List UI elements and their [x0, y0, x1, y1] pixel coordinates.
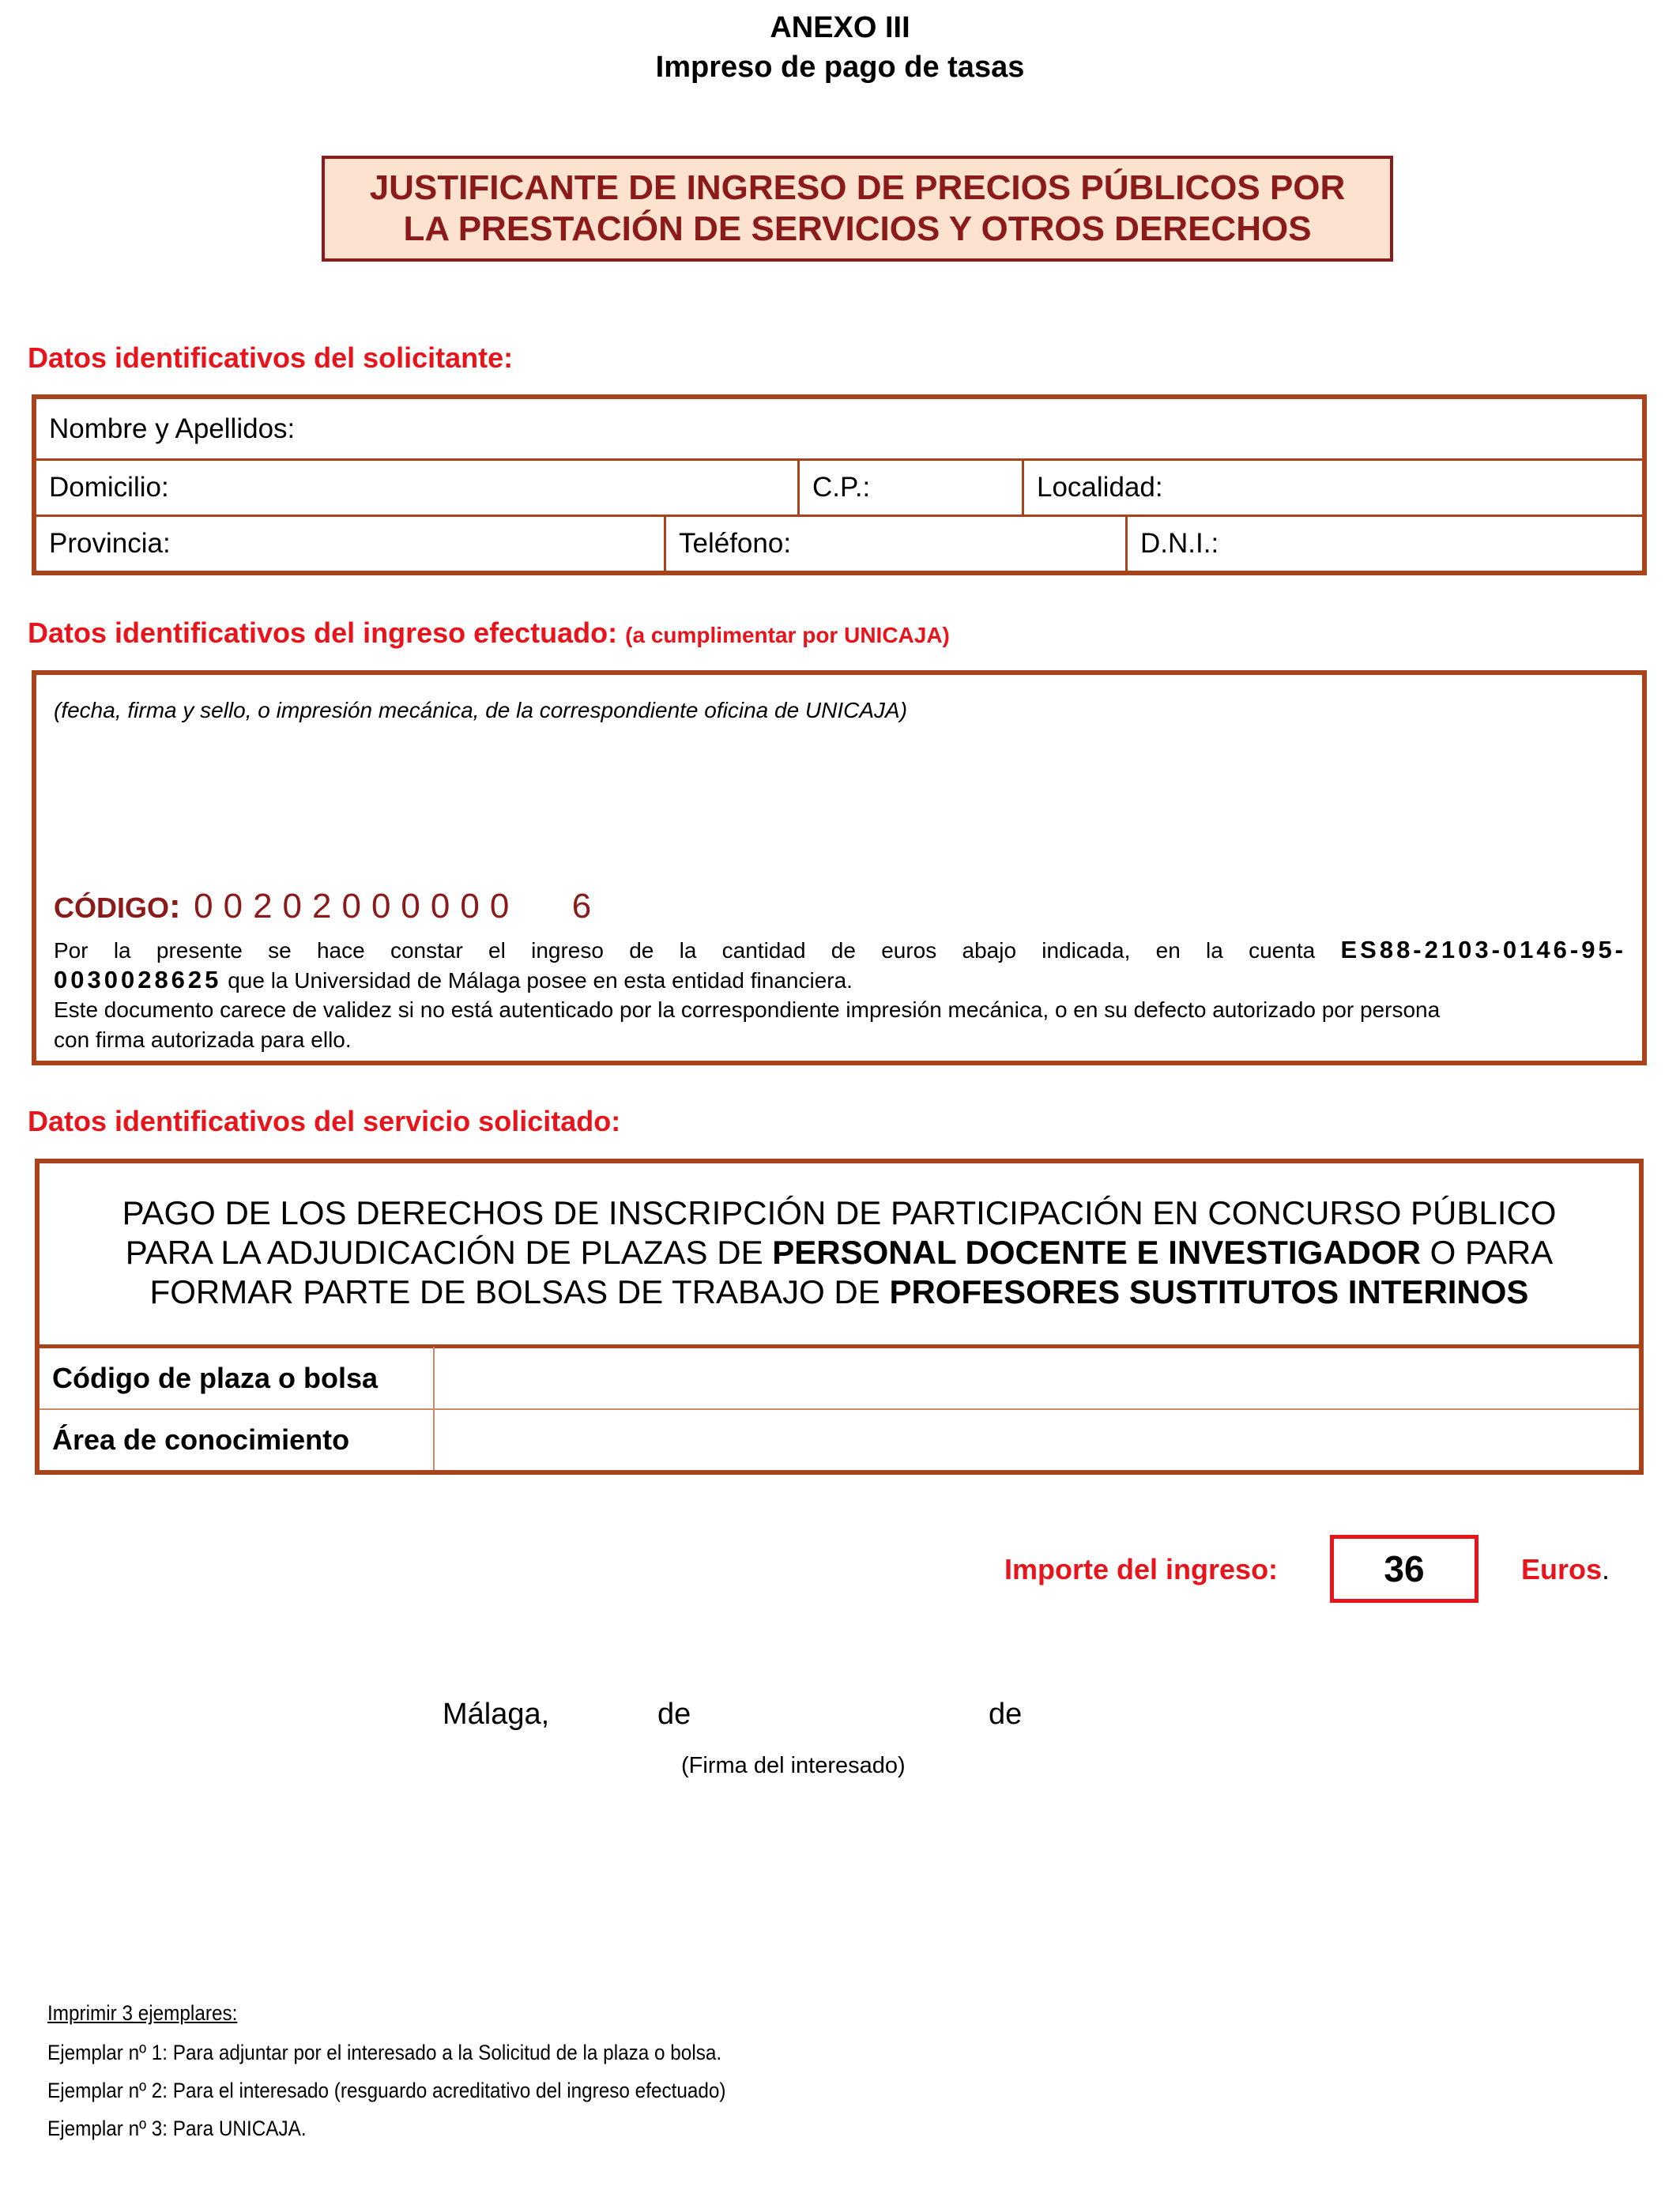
applicant-heading: Datos identificativos del solicitante:	[28, 341, 514, 374]
service-line-2-text: PARA LA ADJUDICACIÓN DE PLAZAS DE	[125, 1234, 763, 1271]
copy-2: Ejemplar nº 2: Para el interesado (resguardo acreditativo del ingreso efectuado)	[47, 2079, 726, 2102]
service-line-1: PAGO DE LOS DERECHOS DE INSCRIPCIÓN DE PARTICIPACIÓN EN CONCURSO PÚBLICO	[122, 1194, 1557, 1231]
signature-note: (Firma del interesado)	[681, 1753, 906, 1778]
amount-label: Importe del ingreso:	[1004, 1553, 1279, 1585]
title-box	[322, 156, 1393, 262]
service-box	[35, 1159, 1644, 1475]
locality-field[interactable]	[1024, 461, 1640, 515]
code-line	[54, 887, 591, 926]
payment-text-line-1	[54, 935, 1626, 966]
service-line-3	[40, 1272, 1639, 1312]
code-check-digit: 6	[571, 887, 592, 925]
province-label: Provincia:	[49, 528, 171, 559]
phone-label: Teléfono:	[679, 528, 792, 559]
copy-1: Ejemplar nº 1: Para adjuntar por el interesado a la Solicitud de la plaza o bolsa.	[47, 2041, 722, 2064]
validity-line-2: con firma autorizada para ello.	[54, 1027, 352, 1052]
code-label: CÓDIGO	[54, 892, 170, 924]
applicant-table	[32, 394, 1647, 575]
validity-line-1: Este documento carece de validez si no está autenticado por la correspondiente impresión mecánica, o en su defecto autorizado por persona	[54, 997, 1441, 1022]
currency-label: Euros	[1521, 1553, 1603, 1585]
province-field[interactable]	[36, 517, 664, 571]
code-plaza-field[interactable]	[435, 1348, 1637, 1408]
payment-heading-note: (a cumplimentar por UNICAJA)	[625, 623, 950, 647]
title-line-1: JUSTIFICANTE DE INGRESO DE PRECIOS PÚBLICOS POR	[369, 168, 1346, 207]
code-plaza-label: Código de plaza o bolsa	[52, 1362, 379, 1394]
payment-text-1: Por la presente se hace constar el ingreso de la cantidad de euros abajo indicada, en la cuenta	[54, 938, 1316, 963]
payment-heading-text: Datos identificativos del ingreso efectuado:	[28, 616, 618, 649]
title-line-2: LA PRESTACIÓN DE SERVICIOS Y OTROS DERECHOS	[403, 209, 1312, 248]
payment-text-line-2	[54, 965, 853, 996]
signature-de-1: de	[657, 1698, 691, 1731]
service-line-2-end: O PARA	[1430, 1234, 1554, 1271]
print-instructions-title: Imprimir 3 ejemplares:	[47, 2001, 238, 2025]
area-field[interactable]	[435, 1410, 1637, 1470]
amount-value-box	[1330, 1535, 1478, 1603]
signature-place: Málaga,	[443, 1698, 550, 1731]
service-heading: Datos identificativos del servicio solicitado:	[28, 1105, 621, 1137]
code-value: 00202000000	[194, 887, 520, 925]
code-colon: :	[169, 887, 181, 925]
document-subtitle: Impreso de pago de tasas	[655, 51, 1025, 84]
payment-box	[32, 670, 1647, 1065]
account-number-part-1: ES88-2103-0146-95-	[1340, 936, 1627, 963]
address-label: Domicilio:	[49, 472, 169, 503]
dni-label: D.N.I.:	[1140, 528, 1219, 559]
account-number-part-2: 0030028625	[54, 966, 222, 993]
annex-title: ANEXO III	[770, 11, 910, 44]
postal-code-field[interactable]	[800, 461, 1022, 515]
service-line-3-bold: PROFESORES SUSTITUTOS INTERINOS	[889, 1273, 1529, 1310]
currency-period: .	[1602, 1553, 1610, 1585]
phone-field[interactable]	[666, 517, 1125, 571]
payment-text-2: que la Universidad de Málaga posee en esta entidad financiera.	[228, 968, 853, 993]
stamp-note: (fecha, firma y sello, o impresión mecánica, de la correspondiente oficina de UNICAJA)	[54, 698, 908, 722]
locality-label: Localidad:	[1037, 472, 1163, 503]
copy-3: Ejemplar nº 3: Para UNICAJA.	[47, 2117, 307, 2140]
name-field[interactable]	[36, 399, 1642, 458]
postal-code-label: C.P.:	[812, 472, 871, 503]
service-description	[40, 1193, 1639, 1312]
amount-value: 36	[1384, 1548, 1425, 1589]
service-line-2-bold: PERSONAL DOCENTE E INVESTIGADOR	[772, 1234, 1421, 1271]
signature-de-2: de	[989, 1698, 1023, 1731]
name-label: Nombre y Apellidos:	[49, 413, 296, 444]
address-field[interactable]	[36, 461, 797, 515]
service-line-3-text: FORMAR PARTE DE BOLSAS DE TRABAJO DE	[149, 1273, 880, 1310]
service-line-2	[40, 1233, 1639, 1272]
dni-field[interactable]	[1128, 517, 1641, 571]
area-label: Área de conocimiento	[52, 1423, 350, 1456]
currency	[1521, 1553, 1610, 1586]
payment-heading	[28, 616, 950, 650]
